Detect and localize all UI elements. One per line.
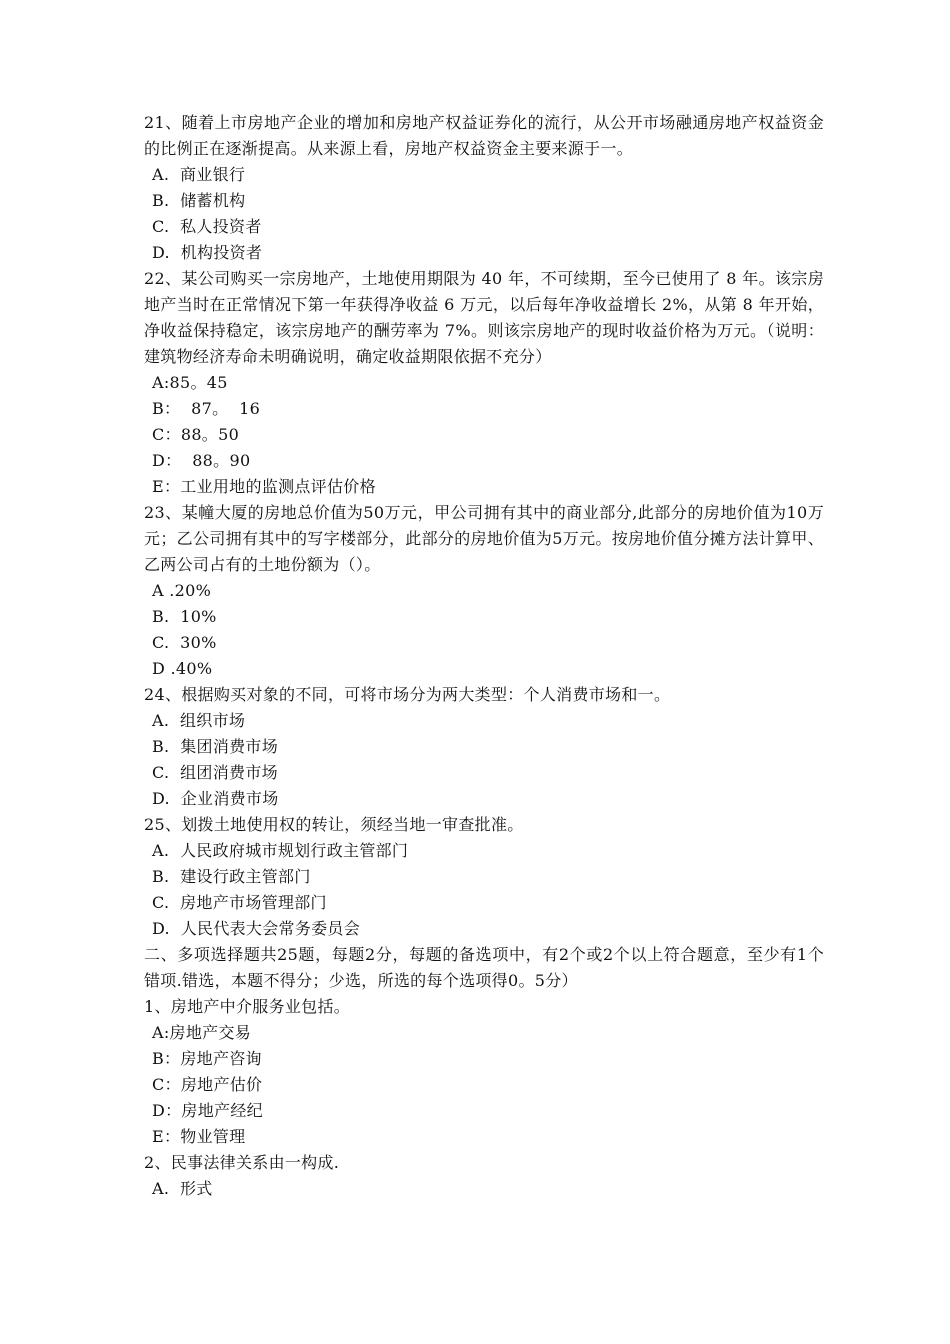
option-d: D. 企业消费市场 [152, 789, 279, 808]
option-d: D：房地产经纪 [152, 1101, 263, 1120]
question-stem: 22、某公司购买一宗房地产，土地使用期限为 40 年，不可续期，至今已使用了 8 年。该宗房地产当时在正常情况下第一年获得净收益 6 万元，以后每年净收益增长 2%，从第 8 年开始，净收益保持稳定，该宗房地产的酬劳率为 7%。则该宗房地产的现时收益价格为万元。（说明：建筑物经济寿命未明确说明，确定收益期限依据不充分） [144, 269, 824, 366]
question-22 [144, 266, 824, 500]
option-d: D. 机构投资者 [152, 243, 263, 262]
question-stem: 25、划拨土地使用权的转让，须经当地一审查批准。 [144, 815, 524, 834]
question-stem: 21、随着上市房地产企业的增加和房地产权益证券化的流行，从公开市场融通房地产权益资金的比例正在逐渐提高。从来源上看，房地产权益资金主要来源于一。 [144, 113, 824, 158]
multi-question-1 [144, 994, 824, 1150]
document-body [144, 110, 824, 1202]
option-c: C. 私人投资者 [152, 217, 262, 236]
option-c: C. 组团消费市场 [152, 763, 278, 782]
option-a: A. 组织市场 [152, 711, 246, 730]
option-a: A. 人民政府城市规划行政主管部门 [152, 841, 409, 860]
multi-question-2 [144, 1150, 824, 1202]
option-b: B. 集团消费市场 [152, 737, 279, 756]
option-b: B. 10% [152, 607, 217, 626]
question-21 [144, 110, 824, 266]
option-b: B. 储蓄机构 [152, 191, 246, 210]
question-stem: 1、房地产中介服务业包括。 [144, 997, 351, 1016]
option-a: A:房地产交易 [152, 1023, 252, 1042]
question-24 [144, 682, 824, 812]
question-25 [144, 812, 824, 942]
option-c: C. 30% [152, 633, 217, 652]
option-b: B. 建设行政主管部门 [152, 867, 311, 886]
option-d: D. 人民代表大会常务委员会 [152, 919, 361, 938]
question-stem: 24、根据购买对象的不同，可将市场分为两大类型：个人消费市场和一。 [144, 685, 671, 704]
option-e: E：物业管理 [152, 1127, 246, 1146]
option-c: C. 房地产市场管理部门 [152, 893, 327, 912]
option-a: A. 商业银行 [152, 165, 246, 184]
option-c: C：88。50 [152, 425, 240, 444]
option-b: B： 87。 16 [152, 399, 261, 418]
option-c: C：房地产估价 [152, 1075, 263, 1094]
question-stem: 2、民事法律关系由一构成. [144, 1153, 340, 1172]
option-a: A .20% [152, 581, 212, 600]
option-e: E：工业用地的监测点评估价格 [152, 477, 376, 496]
option-d: D： 88。90 [152, 451, 251, 470]
question-stem: 23、某幢大厦的房地总价值为50万元，甲公司拥有其中的商业部分,此部分的房地价值为10万元；乙公司拥有其中的写字楼部分，此部分的房地价值为5万元。按房地价值分摊方法计算甲、乙两公司占有的土地份额为（）。 [144, 503, 824, 574]
option-a: A:85。45 [152, 373, 228, 392]
option-a: A. 形式 [152, 1179, 213, 1198]
option-d: D .40% [152, 659, 213, 678]
option-b: B：房地产咨询 [152, 1049, 262, 1068]
section-heading: 二、多项选择题共25题，每题2分，每题的备选项中，有2个或2个以上符合题意，至少有1个错项.错选，本题不得分；少选，所选的每个选项得0。5分） [144, 945, 824, 990]
question-23 [144, 500, 824, 682]
